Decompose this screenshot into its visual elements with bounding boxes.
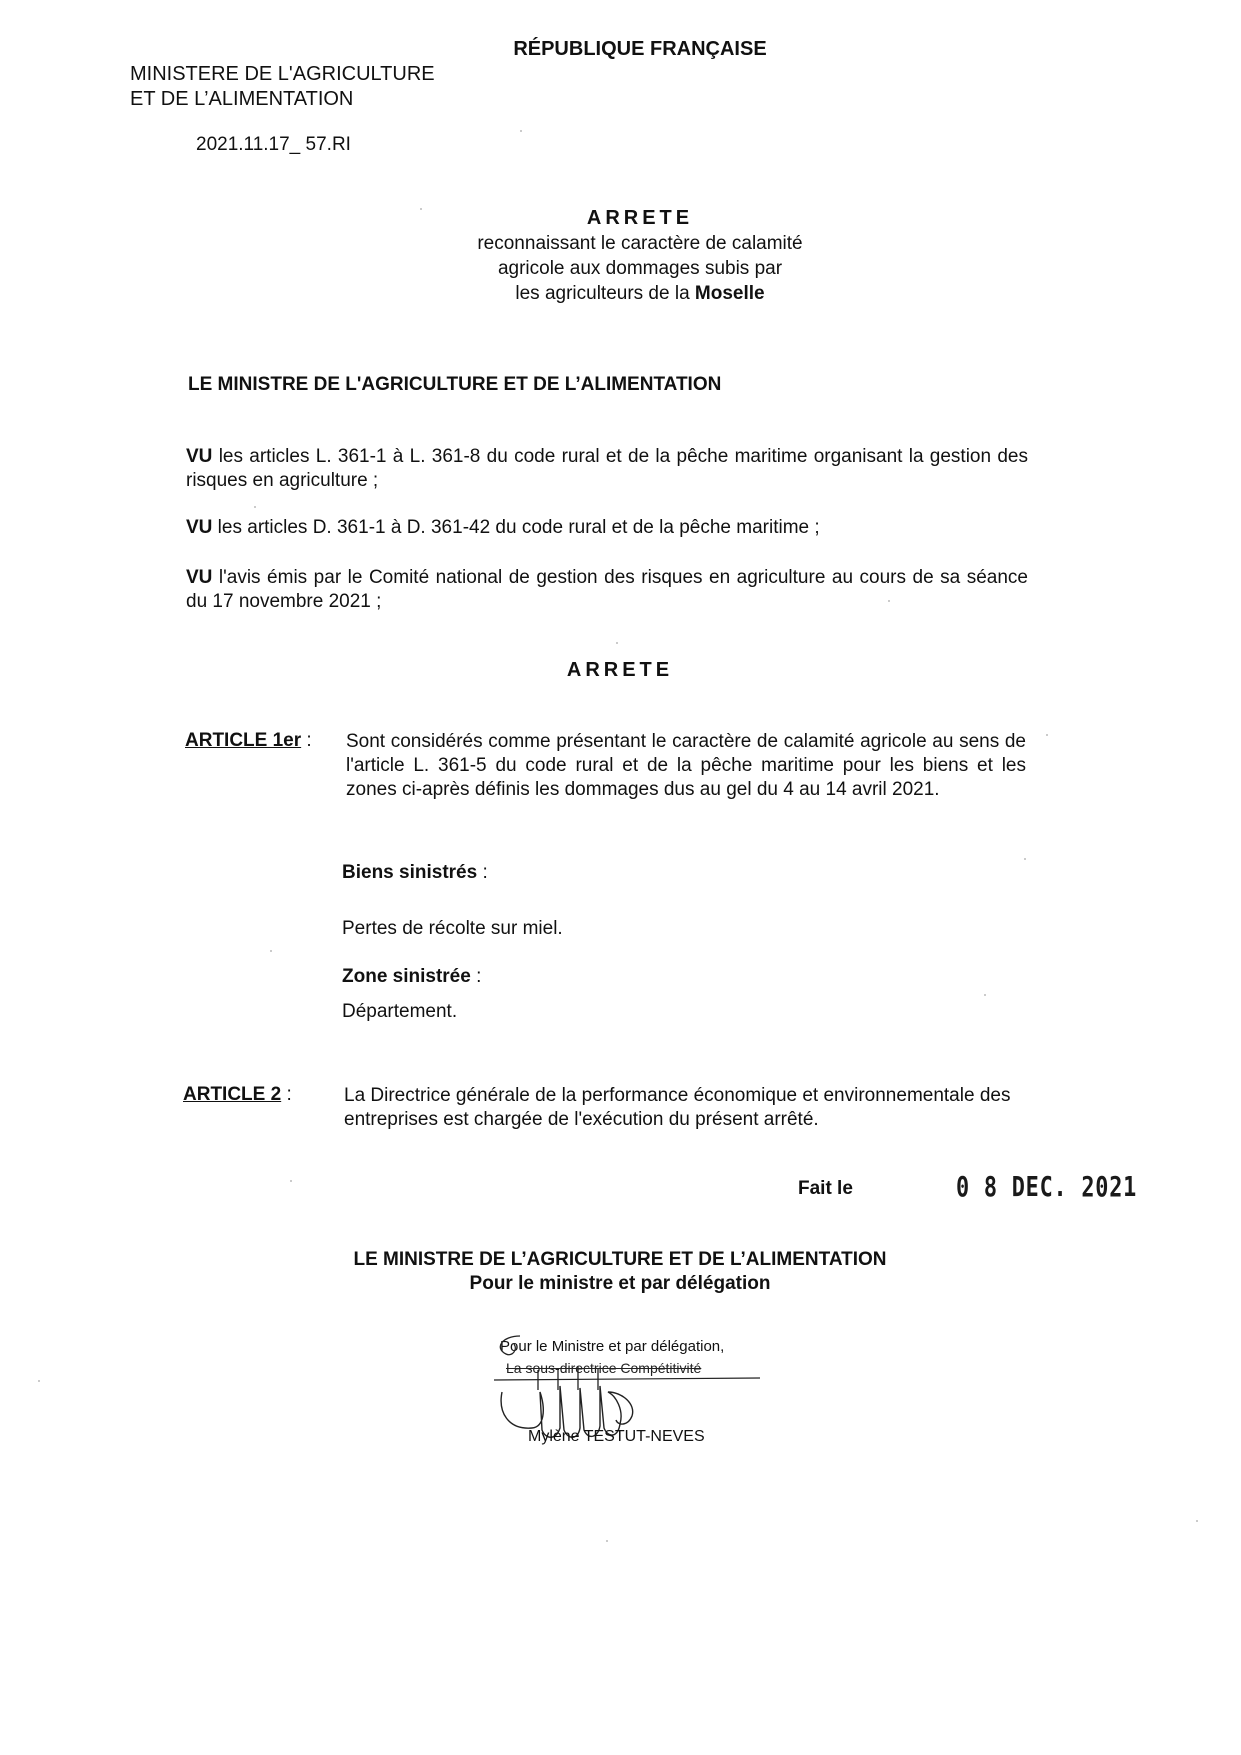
- consideration-1: [186, 445, 1028, 493]
- minister-heading: LE MINISTRE DE L'AGRICULTURE ET DE L’ALIMENTATION: [188, 374, 722, 395]
- biens-sinistres-value: Pertes de récolte sur miel.: [342, 918, 563, 939]
- title-line-2: agricole aux dommages subis par: [497, 258, 783, 279]
- consideration-2: [186, 516, 1028, 540]
- zone-sinistree-label: [342, 966, 481, 988]
- article-1-title: ARTICLE 1er: [185, 730, 302, 751]
- consideration-text: les articles L. 361-1 à L. 361-8 du code rural et de la pêche maritime organisant la gestion des risques en agriculture ;: [186, 446, 1028, 491]
- closing-block: [320, 1248, 920, 1296]
- ministry-line-1: MINISTERE DE L'AGRICULTURE: [130, 63, 435, 85]
- article-1-text: Sont considérés comme présentant le caractère de calamité agricole au sens de l'article L. 361-5 du code rural et de la pêche maritime pour les biens et les zones ci-après définis les dommages dus au gel du 4 au 14 avril 2021.: [346, 731, 1026, 800]
- scan-speck: [984, 994, 986, 996]
- article-1-colon: :: [301, 730, 312, 751]
- biens-label-colon: :: [477, 862, 488, 883]
- article-1-label: [185, 730, 312, 752]
- scan-speck: [254, 506, 256, 508]
- department-name: Moselle: [694, 283, 765, 304]
- ministry-line-2: ET DE L’ALIMENTATION: [130, 88, 354, 110]
- vu-label: VU: [186, 446, 213, 467]
- closing-line-1: LE MINISTRE DE L’AGRICULTURE ET DE L’ALIMENTATION: [353, 1249, 887, 1270]
- signatory-name: Mylène TESTUT-NEVES: [528, 1428, 705, 1445]
- date-stamp: 0 8 DEC. 2021: [956, 1170, 1138, 1203]
- consideration-text: l'avis émis par le Comité national de gestion des risques en agriculture au cours de sa séance du 17 novembre 2021 ;: [186, 567, 1028, 612]
- zone-label-colon: :: [470, 966, 482, 987]
- scan-speck: [38, 1380, 40, 1382]
- biens-sinistres-label: [342, 862, 488, 884]
- title-line-3-prefix: les agriculteurs de la: [515, 283, 695, 304]
- article-2-label: [183, 1084, 292, 1106]
- scan-speck: [270, 950, 272, 952]
- stamp-line-2: La sous-directrice Compétitivité: [506, 1360, 702, 1376]
- document-title: ARRETE: [586, 207, 694, 229]
- scan-speck: [420, 208, 422, 210]
- article-2-title: ARTICLE 2: [183, 1084, 282, 1105]
- biens-label-text: Biens sinistrés: [342, 862, 478, 883]
- republique-header: RÉPUBLIQUE FRANÇAISE: [513, 38, 767, 60]
- consideration-3: [186, 566, 1028, 614]
- document-reference: 2021.11.17_ 57.RI: [196, 134, 351, 155]
- scan-speck: [520, 130, 522, 132]
- scan-speck: [606, 1540, 608, 1542]
- consideration-text: les articles D. 361-1 à D. 361-42 du code rural et de la pêche maritime ;: [212, 517, 820, 538]
- scan-speck: [1046, 734, 1048, 736]
- zone-sinistree-value: Département.: [342, 1001, 458, 1022]
- scan-speck: [290, 1180, 292, 1182]
- title-line-1: reconnaissant le caractère de calamité: [477, 233, 803, 254]
- zone-label-text: Zone sinistrée: [342, 966, 471, 987]
- ministry-header: [130, 62, 550, 112]
- scan-speck: [1196, 1520, 1198, 1522]
- vu-label: VU: [186, 517, 213, 538]
- fait-le-label: Fait le: [798, 1178, 853, 1199]
- decree-heading: ARRETE: [566, 659, 674, 681]
- vu-label: VU: [186, 567, 213, 588]
- scan-speck: [1024, 858, 1026, 860]
- scan-speck: [888, 600, 890, 602]
- title-line-3: [420, 281, 860, 306]
- closing-line-2: Pour le ministre et par délégation: [469, 1273, 771, 1294]
- stamp-line-1: Pour le Ministre et par délégation,: [500, 1338, 725, 1355]
- article-2-text: La Directrice générale de la performance économique et environnementale des entreprises est chargée de l'exécution du présent arrêté.: [344, 1085, 1011, 1130]
- scan-speck: [616, 642, 618, 644]
- title-block: [420, 206, 860, 306]
- article-2-colon: :: [281, 1084, 292, 1105]
